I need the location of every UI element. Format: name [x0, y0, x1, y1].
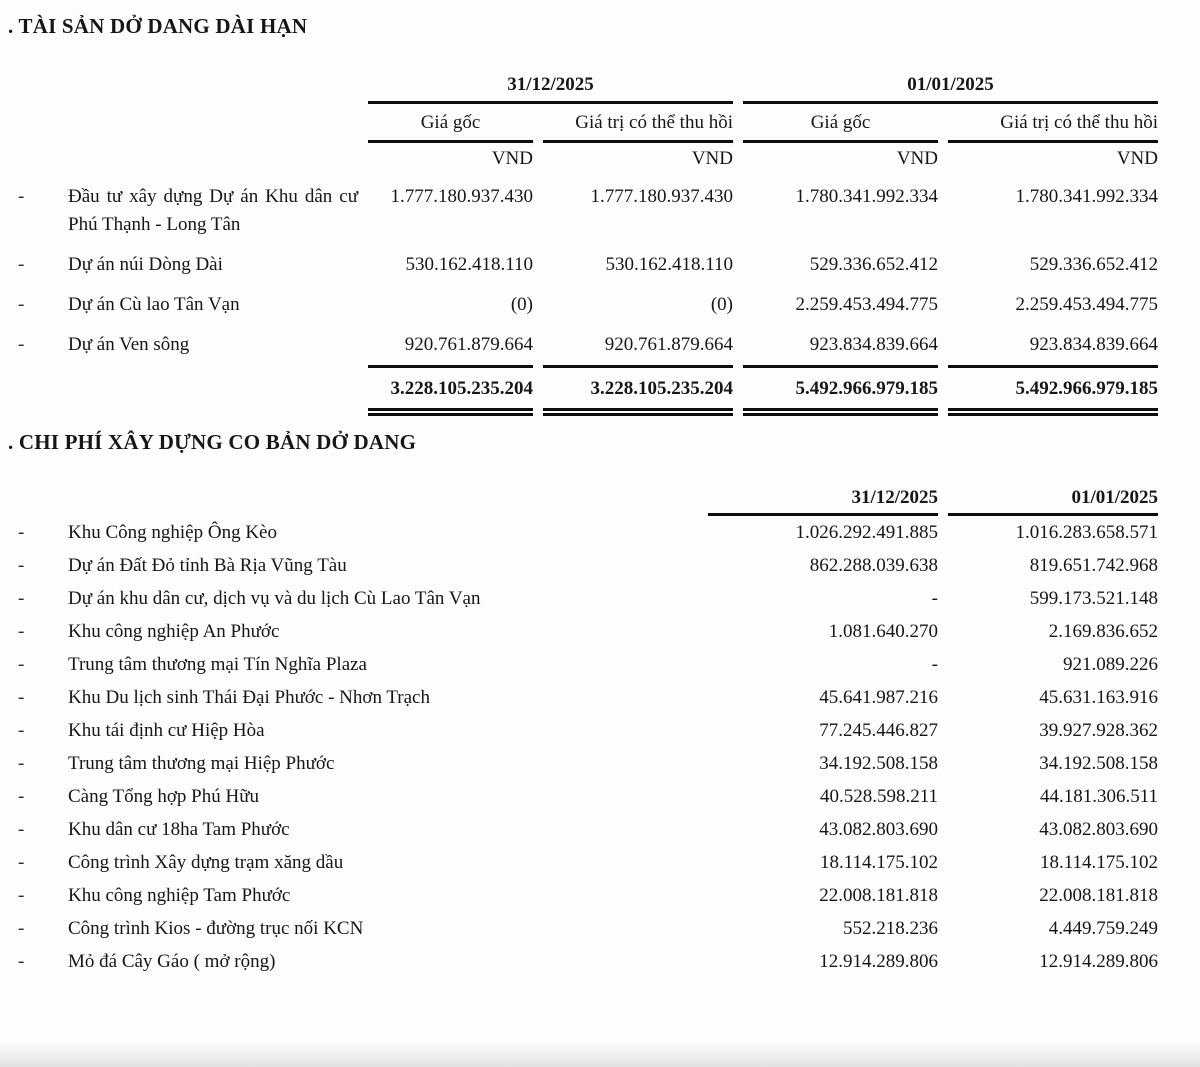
value-cell: 529.336.652.412 [809, 254, 938, 275]
row-bullet: - [18, 720, 25, 741]
row-bullet: - [18, 294, 25, 315]
project-label: Đầu tư xây dựng Dự án Khu dân cư Phú Thạnh - Long Tân [68, 186, 358, 235]
total-value: 5.492.966.979.185 [743, 365, 938, 416]
value-cell: 2.259.453.494.775 [795, 294, 938, 315]
value-cell: 1.081.640.270 [828, 621, 938, 642]
value-cell: 22.008.181.818 [1039, 885, 1158, 906]
col-header-cost-1: Giá gốc [420, 112, 481, 133]
long-term-assets-table [8, 67, 1168, 416]
value-cell: 12.914.289.806 [819, 951, 938, 972]
project-label: Dự án núi Dòng Dài [68, 254, 223, 275]
value-cell: 43.082.803.690 [1039, 819, 1158, 840]
value-cell: - [931, 654, 938, 675]
value-cell: 2.259.453.494.775 [1015, 294, 1158, 315]
value-cell: 39.927.928.362 [1039, 720, 1158, 741]
period1-header: 31/12/2025 [708, 481, 938, 516]
value-cell: 34.192.508.158 [1039, 753, 1158, 774]
project-label: Mỏ đá Cây Gáo ( mở rộng) [68, 951, 276, 972]
value-cell: 923.834.839.664 [809, 334, 938, 355]
unit-label: VND [948, 140, 1158, 177]
col-header-recoverable-1: Giá trị có thể thu hồi [575, 112, 733, 133]
project-label: Công trình Xây dựng trạm xăng dầu [68, 852, 344, 873]
unit-label: VND [368, 140, 533, 177]
table-row [18, 813, 1158, 846]
period1-header: 31/12/2025 [368, 67, 733, 104]
value-cell: 12.914.289.806 [1039, 951, 1158, 972]
row-bullet: - [18, 522, 25, 543]
value-cell: 923.834.839.664 [1029, 334, 1158, 355]
row-bullet: - [18, 687, 25, 708]
table-row [18, 681, 1158, 714]
table-row [18, 945, 1158, 978]
value-cell: 22.008.181.818 [819, 885, 938, 906]
value-cell: 1.780.341.992.334 [1015, 186, 1158, 207]
total-value: 3.228.105.235.204 [543, 365, 733, 416]
value-cell: 862.288.039.638 [809, 555, 938, 576]
row-bullet: - [18, 951, 25, 972]
project-label: Trung tâm thương mại Hiệp Phước [68, 753, 335, 774]
unit-label: VND [743, 140, 938, 177]
row-bullet: - [18, 254, 25, 275]
value-cell: 45.631.163.916 [1039, 687, 1158, 708]
column-header-row [18, 104, 1158, 140]
total-value: 3.228.105.235.204 [368, 365, 533, 416]
section2-title: . CHI PHÍ XÂY DỰNG CO BẢN DỞ DANG [8, 430, 417, 454]
value-cell: - [931, 588, 938, 609]
value-cell: (0) [710, 294, 733, 315]
table-row [18, 516, 1158, 549]
table-row [18, 177, 1158, 245]
col-header-cost-2: Giá gốc [810, 112, 871, 133]
table-row [18, 615, 1158, 648]
row-bullet: - [18, 885, 25, 906]
table-row [18, 714, 1158, 747]
table-row [18, 582, 1158, 615]
section1-title: . TÀI SẢN DỞ DANG DÀI HẠN [8, 14, 308, 38]
row-bullet: - [18, 555, 25, 576]
total-value: 5.492.966.979.185 [948, 365, 1158, 416]
value-cell: 18.114.175.102 [1039, 852, 1158, 873]
table-row [18, 747, 1158, 780]
value-cell: 920.761.879.664 [604, 334, 733, 355]
total-row [18, 365, 1158, 416]
value-cell: 44.181.306.511 [1039, 786, 1158, 807]
value-cell: 4.449.759.249 [1048, 918, 1158, 939]
table-row [18, 912, 1158, 945]
period-header-row [18, 67, 1158, 104]
project-label: Khu Du lịch sinh Thái Đại Phước - Nhơn Trạch [68, 687, 430, 708]
row-bullet: - [18, 186, 25, 207]
unit-row [18, 140, 1158, 177]
project-label: Dự án Cù lao Tân Vạn [68, 294, 240, 315]
scan-bottom-shadow [0, 1041, 1200, 1067]
row-bullet: - [18, 588, 25, 609]
project-label: Khu dân cư 18ha Tam Phước [68, 819, 290, 840]
row-bullet: - [18, 819, 25, 840]
table-row [18, 780, 1158, 813]
row-bullet: - [18, 753, 25, 774]
value-cell: 45.641.987.216 [819, 687, 938, 708]
table-row [18, 846, 1158, 879]
value-cell: 18.114.175.102 [819, 852, 938, 873]
value-cell: 40.528.598.211 [819, 786, 938, 807]
project-label: Công trình Kios - đường trục nối KCN [68, 918, 364, 939]
project-label: Trung tâm thương mại Tín Nghĩa Plaza [68, 654, 367, 675]
project-label: Khu tái định cư Hiệp Hòa [68, 720, 265, 741]
value-cell: 43.082.803.690 [819, 819, 938, 840]
table-row [18, 549, 1158, 582]
value-cell: 530.162.418.110 [605, 254, 733, 275]
period-header-row [18, 481, 1158, 516]
value-cell: 530.162.418.110 [405, 254, 533, 275]
period2-header: 01/01/2025 [948, 481, 1158, 516]
value-cell: 1.777.180.937.430 [390, 186, 533, 207]
unit-label: VND [543, 140, 733, 177]
project-label: Khu công nghiệp Tam Phước [68, 885, 291, 906]
col-header-recoverable-2: Giá trị có thể thu hồi [1000, 112, 1158, 133]
value-cell: 34.192.508.158 [819, 753, 938, 774]
row-bullet: - [18, 852, 25, 873]
value-cell: 552.218.236 [843, 918, 938, 939]
project-label: Càng Tổng hợp Phú Hữu [68, 786, 260, 807]
row-bullet: - [18, 334, 25, 355]
table-row [18, 245, 1158, 285]
value-cell: 599.173.521.148 [1029, 588, 1158, 609]
table-row [18, 879, 1158, 912]
value-cell: 529.336.652.412 [1029, 254, 1158, 275]
value-cell: (0) [510, 294, 533, 315]
value-cell: 1.777.180.937.430 [590, 186, 733, 207]
value-cell: 1.016.283.658.571 [1015, 522, 1158, 543]
project-label: Dự án Ven sông [68, 334, 190, 355]
table-row [18, 325, 1158, 365]
row-bullet: - [18, 654, 25, 675]
row-bullet: - [18, 621, 25, 642]
value-cell: 921.089.226 [1063, 654, 1158, 675]
value-cell: 920.761.879.664 [404, 334, 533, 355]
table-row [18, 285, 1158, 325]
table-row [18, 648, 1158, 681]
project-label: Khu Công nghiệp Ông Kèo [68, 522, 277, 543]
value-cell: 2.169.836.652 [1048, 621, 1158, 642]
construction-in-progress-table [8, 481, 1168, 978]
value-cell: 1.026.292.491.885 [795, 522, 938, 543]
value-cell: 819.651.742.968 [1029, 555, 1158, 576]
project-label: Dự án khu dân cư, dịch vụ và du lịch Cù Lao Tân Vạn [68, 588, 481, 609]
value-cell: 77.245.446.827 [819, 720, 938, 741]
period2-header: 01/01/2025 [743, 67, 1158, 104]
value-cell: 1.780.341.992.334 [795, 186, 938, 207]
project-label: Khu công nghiệp An Phước [68, 621, 280, 642]
row-bullet: - [18, 918, 25, 939]
row-bullet: - [18, 786, 25, 807]
project-label: Dự án Đất Đỏ tỉnh Bà Rịa Vũng Tàu [68, 555, 347, 576]
